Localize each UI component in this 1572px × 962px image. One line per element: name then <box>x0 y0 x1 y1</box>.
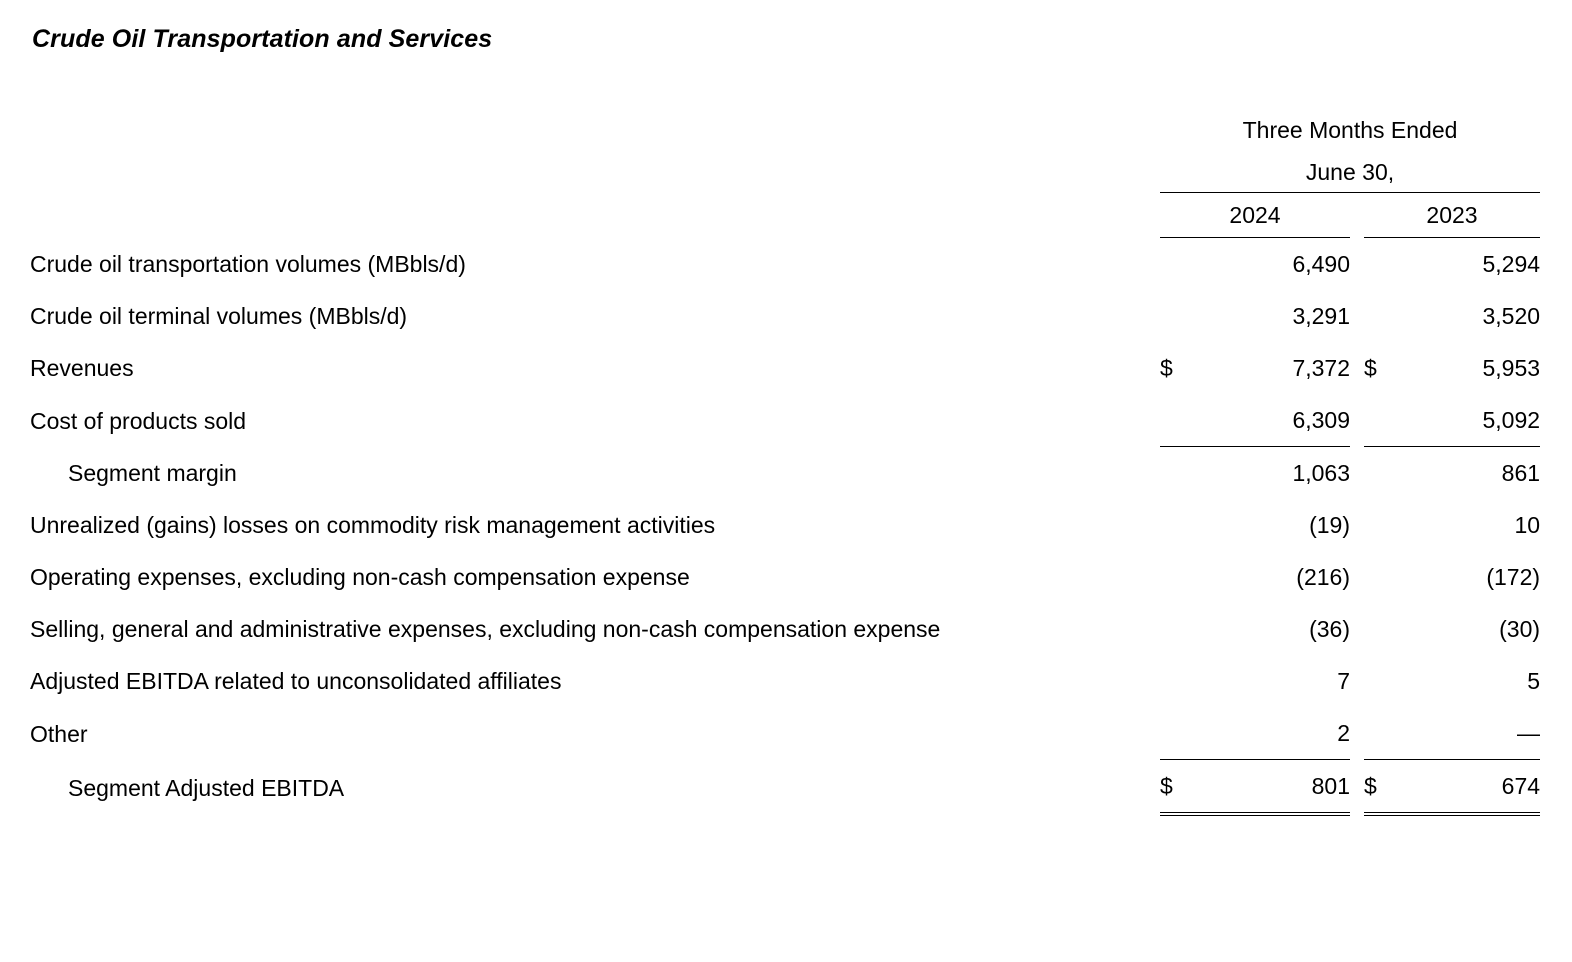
row-gap <box>1350 551 1364 603</box>
row-currency-2024: $ <box>1160 760 1202 815</box>
row-label: Cost of products sold <box>30 407 247 434</box>
row-currency-2023 <box>1364 394 1406 447</box>
table-row <box>30 551 1540 603</box>
row-label: Segment Adjusted EBITDA <box>68 775 345 801</box>
row-value-2023: 5,092 <box>1406 394 1540 447</box>
row-value-2024: 6,309 <box>1202 394 1350 447</box>
row-value-2024: (36) <box>1309 616 1350 642</box>
row-currency-2023 <box>1364 655 1406 707</box>
row-value-2024: 7 <box>1337 668 1350 694</box>
header-period-line2: June 30, <box>1160 152 1540 193</box>
row-currency-2023 <box>1364 290 1406 342</box>
row-gap <box>1350 603 1364 655</box>
row-currency-2024 <box>1160 290 1202 342</box>
row-value-2024: (19) <box>1309 512 1350 538</box>
table-row <box>30 238 1540 291</box>
header-year-2023: 2023 <box>1364 193 1540 238</box>
row-value-2023: 3,520 <box>1482 303 1541 329</box>
header-blank-3 <box>30 193 1160 238</box>
row-label: Segment margin <box>68 460 237 486</box>
financial-table <box>30 108 1540 816</box>
row-gap <box>1350 760 1364 815</box>
table-row <box>30 603 1540 655</box>
table-row <box>30 707 1540 760</box>
row-currency-2024 <box>1160 551 1202 603</box>
row-value-2023: 5,953 <box>1482 355 1541 381</box>
row-currency-2023 <box>1364 238 1406 291</box>
row-label: Unrealized (gains) losses on commodity risk management activities <box>30 512 716 538</box>
row-gap <box>1350 499 1364 551</box>
row-currency-2024: $ <box>1160 355 1173 381</box>
row-value-2023: 861 <box>1501 460 1541 486</box>
table-row <box>30 290 1540 342</box>
row-gap <box>1350 342 1364 394</box>
table-row <box>30 394 1540 447</box>
row-currency-2024 <box>1160 707 1202 760</box>
row-currency-2023 <box>1364 707 1406 760</box>
header-year-2024: 2024 <box>1160 193 1350 238</box>
table-row <box>30 499 1540 551</box>
row-gap <box>1350 238 1364 291</box>
row-value-2024: 1,063 <box>1292 460 1350 486</box>
row-value-2024: 6,490 <box>1292 251 1350 277</box>
row-value-2024: 801 <box>1202 760 1350 815</box>
row-currency-2023 <box>1364 551 1406 603</box>
table-row <box>30 342 1540 394</box>
row-currency-2024 <box>1160 238 1202 291</box>
header-blank-2 <box>30 152 1160 193</box>
row-currency-2024 <box>1160 603 1202 655</box>
row-value-2024: 2 <box>1202 707 1350 760</box>
row-value-2024: 7,372 <box>1292 355 1350 381</box>
row-value-2023: 5 <box>1527 668 1541 694</box>
table-row <box>30 447 1540 500</box>
row-value-2023: 5,294 <box>1482 251 1541 277</box>
row-gap <box>1350 655 1364 707</box>
row-currency-2024 <box>1160 394 1202 447</box>
row-currency-2024 <box>1160 655 1202 707</box>
row-label: Selling, general and administrative expenses, excluding non-cash compensation expense <box>30 616 941 642</box>
header-period-line1: Three Months Ended <box>1242 117 1458 143</box>
table-row-total <box>30 760 1540 815</box>
row-currency-2024 <box>1160 447 1202 500</box>
row-gap <box>1350 447 1364 500</box>
row-currency-2023 <box>1364 603 1406 655</box>
row-label: Crude oil transportation volumes (MBbls/d) <box>30 251 466 277</box>
row-gap <box>1350 394 1364 447</box>
row-value-2023: 10 <box>1514 512 1541 538</box>
header-blank <box>30 108 1160 152</box>
row-value-2023: (30) <box>1499 616 1541 642</box>
row-currency-2024 <box>1160 499 1202 551</box>
header-gap <box>1350 193 1364 238</box>
row-value-2023: — <box>1406 707 1540 760</box>
row-value-2024: (216) <box>1296 564 1350 590</box>
table-body <box>30 238 1540 815</box>
row-gap <box>1350 290 1364 342</box>
row-value-2023: 674 <box>1406 760 1540 815</box>
page-title: Crude Oil Transportation and Services <box>32 25 493 53</box>
row-label: Operating expenses, excluding non-cash compensation expense <box>30 564 690 590</box>
row-gap <box>1350 707 1364 760</box>
row-label: Other <box>30 720 88 747</box>
row-value-2024: 3,291 <box>1292 303 1350 329</box>
table-header <box>30 108 1540 238</box>
row-label: Adjusted EBITDA related to unconsolidated affiliates <box>30 668 562 694</box>
row-value-2023: (172) <box>1486 564 1541 590</box>
table-row <box>30 655 1540 707</box>
row-currency-2023: $ <box>1364 760 1406 815</box>
row-label: Crude oil terminal volumes (MBbls/d) <box>30 303 408 329</box>
row-currency-2023 <box>1364 499 1406 551</box>
row-label: Revenues <box>30 355 134 381</box>
row-currency-2023: $ <box>1364 355 1377 381</box>
row-currency-2023 <box>1364 447 1406 500</box>
